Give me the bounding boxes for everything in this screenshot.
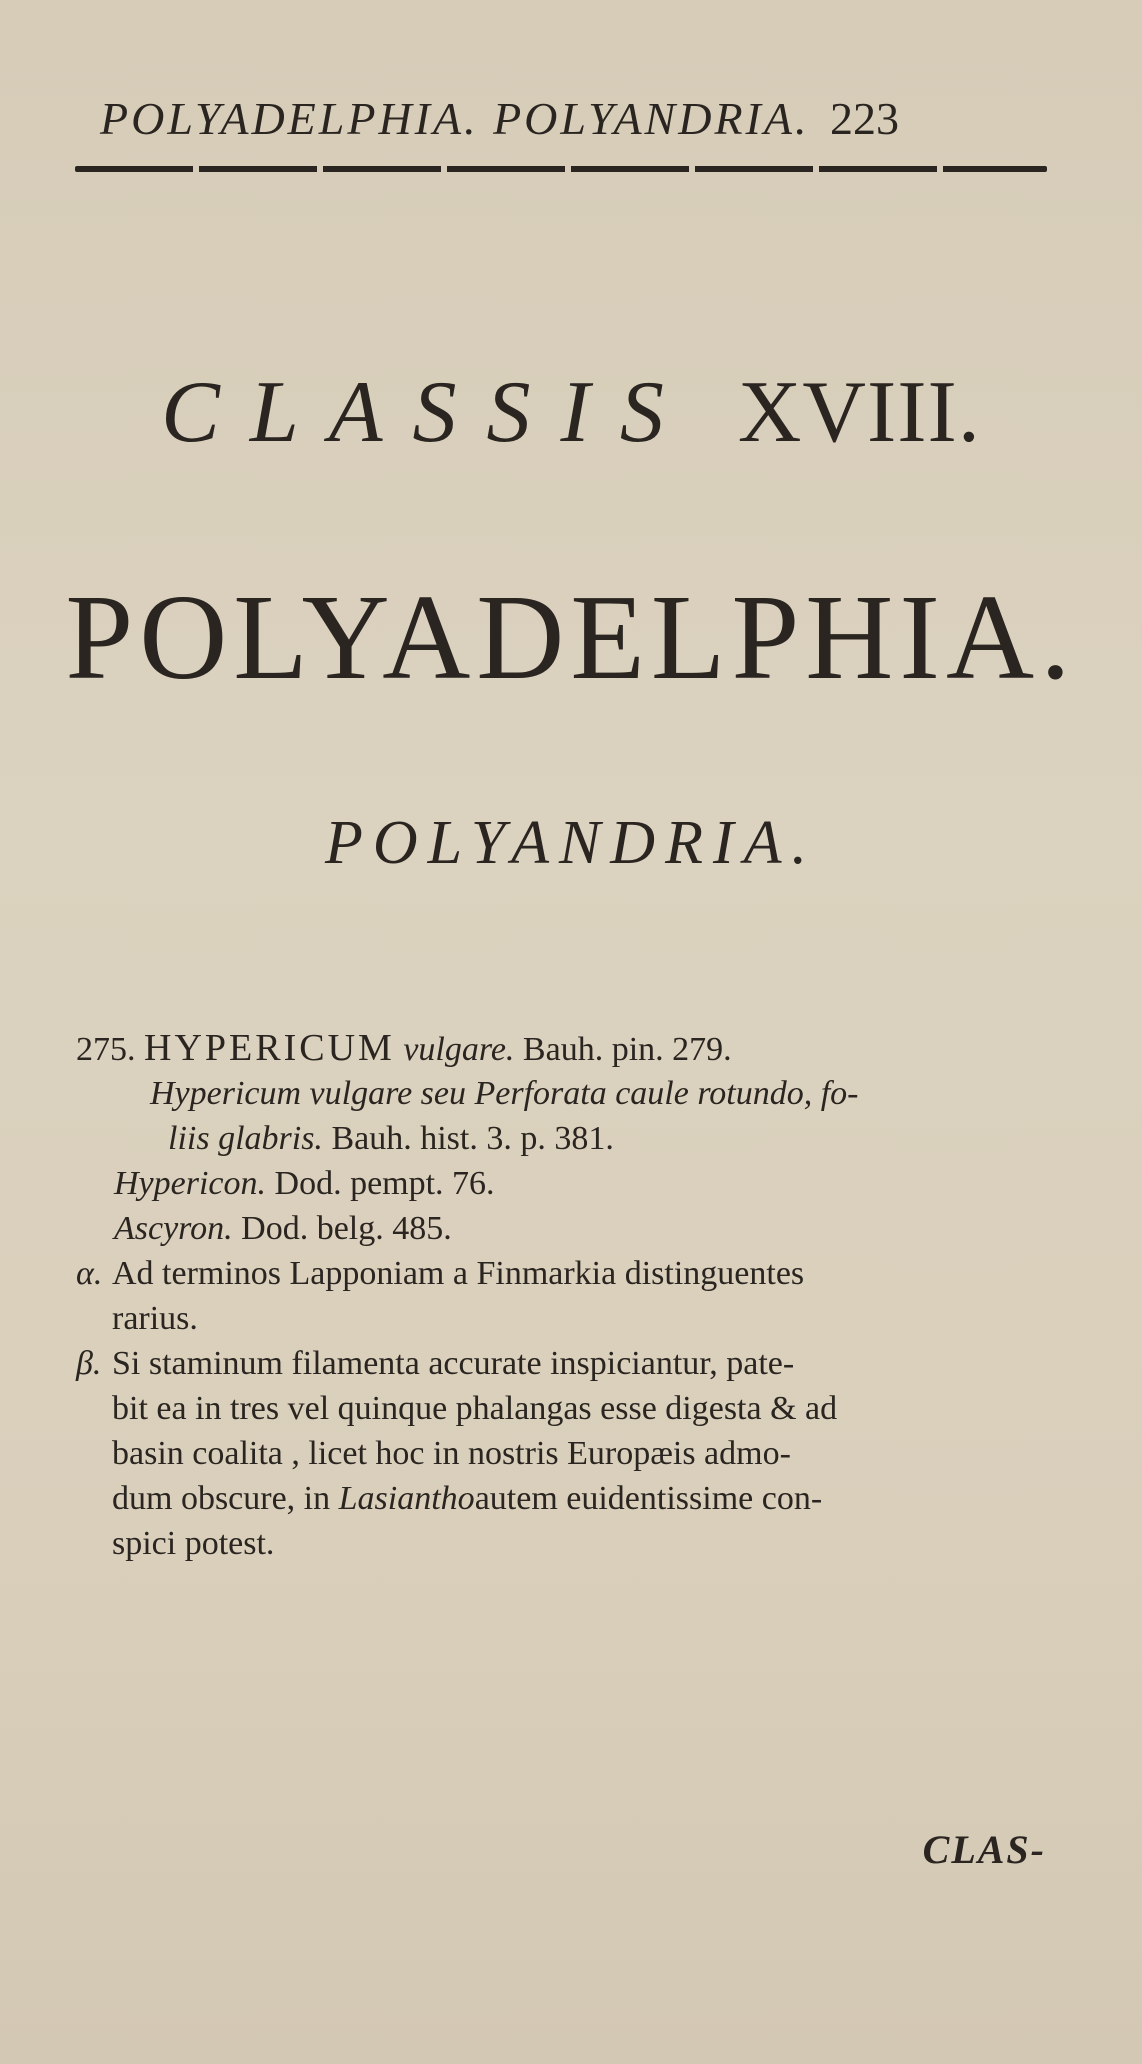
class-title: POLYADELPHIA. <box>65 570 1077 705</box>
variety-beta-line <box>76 1341 1066 1386</box>
note-text: basin coalita , licet hoc in nostris Europæis admo- <box>112 1435 791 1472</box>
reference: Dod. pempt. 76. <box>274 1165 495 1202</box>
class-numeral: XVIII. <box>737 364 981 461</box>
note-text: autem euidentissime con- <box>474 1480 823 1517</box>
genus-reference: Lasiantho <box>338 1480 475 1517</box>
header-rule <box>75 166 1047 172</box>
entry-number: 275. <box>76 1031 136 1068</box>
note-line <box>76 1386 1066 1431</box>
synonym-line <box>76 1071 1066 1116</box>
beta-marker: β. <box>76 1345 102 1382</box>
synonym-name: Hypericon. <box>114 1165 267 1202</box>
class-word: CLASSIS <box>161 364 694 461</box>
note-text: rarius. <box>112 1300 198 1337</box>
synonym-text: liis glabris. <box>168 1120 323 1157</box>
alpha-marker: α. <box>76 1255 103 1292</box>
synonym-line <box>76 1206 1066 1251</box>
reference: Bauh. hist. 3. p. 381. <box>331 1120 614 1157</box>
reference: Bauh. pin. 279. <box>522 1031 732 1068</box>
species-name: vulgare. <box>403 1031 515 1068</box>
entry-header-line <box>76 1026 1066 1071</box>
reference: Dod. belg. 485. <box>241 1210 452 1247</box>
synonym-text: Hypericum vulgare seu Perforata caule rotundo, fo- <box>150 1075 859 1112</box>
synonym-line <box>76 1161 1066 1206</box>
catchword: CLAS- <box>922 1827 1046 1872</box>
note-line <box>76 1476 1066 1521</box>
note-line <box>76 1521 1066 1566</box>
variety-alpha-line <box>76 1251 1066 1296</box>
running-header <box>100 92 1050 145</box>
running-title: POLYADELPHIA. POLYANDRIA. <box>100 93 810 144</box>
note-text: spici potest. <box>112 1525 275 1562</box>
note-text: bit ea in tres vel quinque phalangas esse digesta & ad <box>112 1390 838 1427</box>
species-entry <box>76 1026 1066 1566</box>
synonym-line <box>76 1116 1066 1161</box>
order-title: POLYANDRIA. <box>325 809 817 877</box>
note-text: Ad terminos Lapponiam a Finmarkia distinguentes <box>112 1255 805 1292</box>
note-text: dum obscure, in <box>112 1480 331 1517</box>
note-line <box>76 1296 1066 1341</box>
note-line <box>76 1431 1066 1476</box>
synonym-name: Ascyron. <box>114 1210 233 1247</box>
genus-name: HYPERICUM <box>144 1027 395 1069</box>
note-text: Si staminum filamenta accurate inspiciantur, pate- <box>112 1345 795 1382</box>
class-heading <box>0 362 1142 463</box>
page-number: 223 <box>829 93 899 144</box>
